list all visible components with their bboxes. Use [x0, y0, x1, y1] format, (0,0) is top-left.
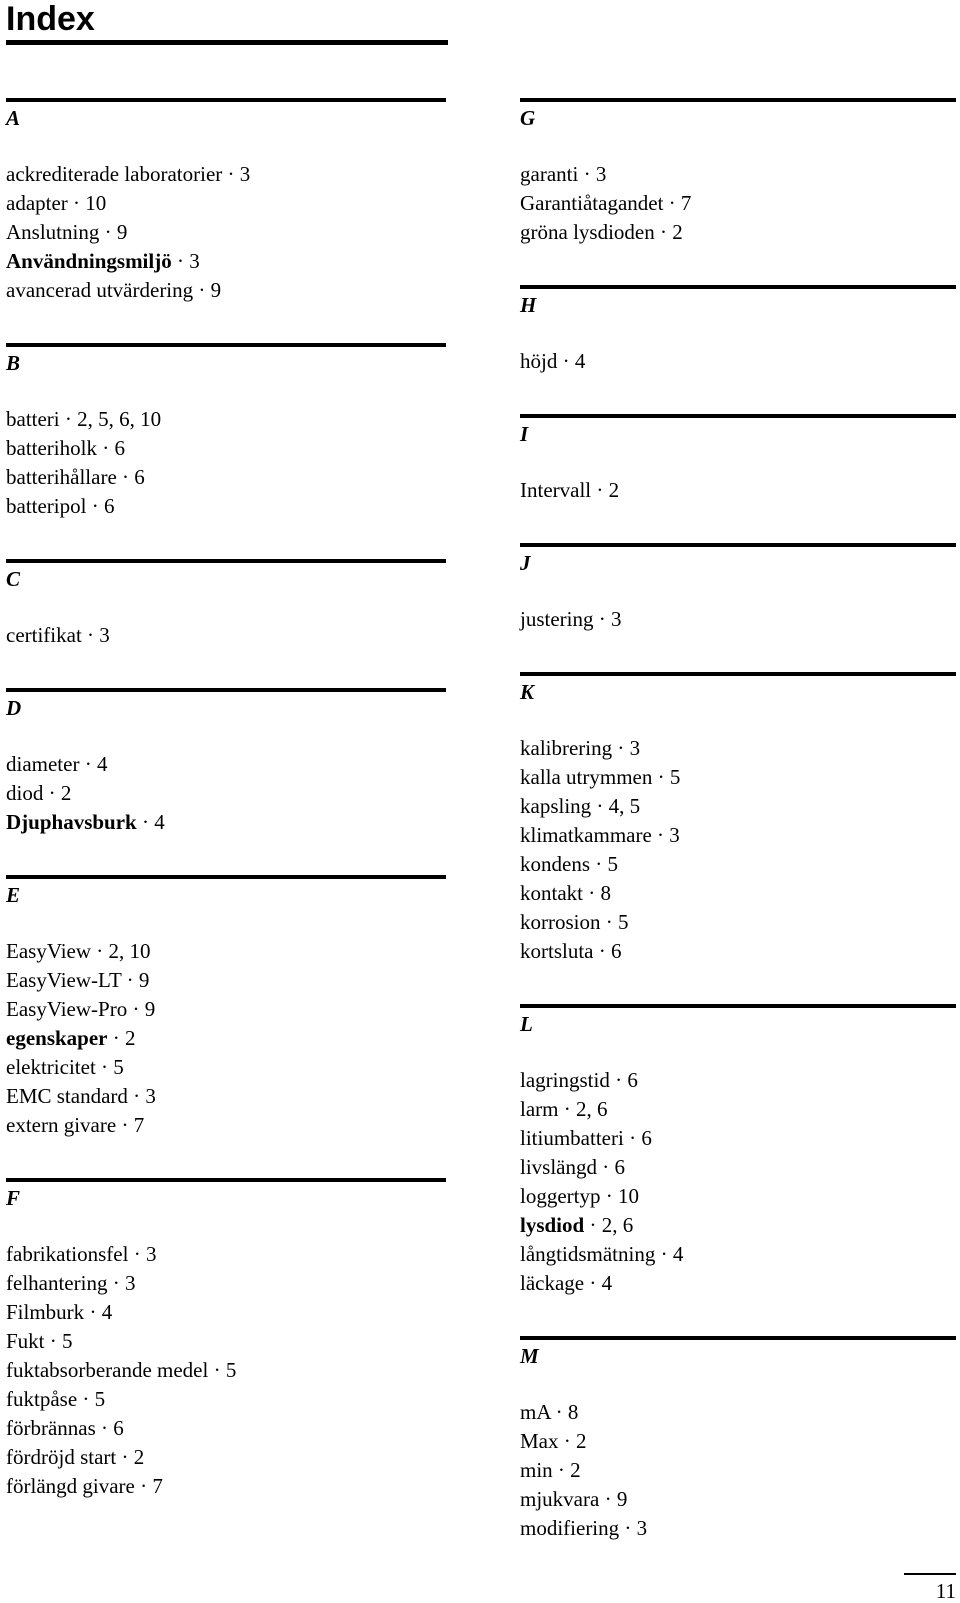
section-rule [6, 875, 446, 879]
entry-term: mA [520, 1400, 551, 1424]
index-entry [520, 1211, 956, 1240]
entry-pages: 4 [96, 752, 108, 776]
entry-term: min [520, 1458, 553, 1482]
entry-pages: 7 [680, 191, 692, 215]
index-entry [520, 1066, 956, 1095]
entry-pages: 3 [145, 1084, 156, 1108]
index-entry [6, 247, 446, 276]
index-entry [520, 1398, 956, 1427]
entry-term: Fukt [6, 1329, 45, 1353]
middot-separator: · [578, 162, 596, 186]
index-entry [520, 792, 956, 821]
entry-pages: 10 [85, 191, 107, 215]
entry-term: kontakt [520, 881, 583, 905]
entry-term: batteri [6, 407, 60, 431]
entry-term: diod [6, 781, 44, 805]
entry-pages: 5 [607, 852, 618, 876]
middot-separator: · [121, 968, 139, 992]
entry-pages: 6 [113, 1416, 124, 1440]
entry-pages: 8 [600, 881, 611, 905]
index-entry [520, 1095, 956, 1124]
entry-pages: 2, 6 [601, 1213, 634, 1237]
entry-list [520, 476, 956, 505]
entry-pages: 6 [134, 465, 145, 489]
index-section-i [520, 414, 956, 505]
entry-term: klimatkammare [520, 823, 652, 847]
index-entry [6, 808, 446, 837]
index-entry [6, 1024, 446, 1053]
entry-pages: 3 [629, 736, 641, 760]
entry-pages: 3 [239, 162, 251, 186]
entry-pages: 2 [672, 220, 683, 244]
middot-separator: · [652, 765, 670, 789]
index-entry [520, 850, 956, 879]
entry-term: felhantering [6, 1271, 108, 1295]
entry-term: ackrediterade laboratorier [6, 162, 223, 186]
middot-separator: · [95, 1416, 114, 1440]
middot-separator: · [136, 810, 155, 834]
entry-list [520, 347, 956, 376]
index-entry [6, 189, 446, 218]
entry-term: mjukvara [520, 1487, 600, 1511]
entry-term: elektricitet [6, 1055, 96, 1079]
middot-separator: · [584, 1271, 602, 1295]
middot-separator: · [558, 1097, 576, 1121]
entry-pages: 3 [595, 162, 607, 186]
index-section-l [520, 1004, 956, 1298]
middot-separator: · [557, 349, 575, 373]
entry-term: fördröjd start [6, 1445, 117, 1469]
index-entry [520, 605, 956, 634]
entry-term: kalibrering [520, 736, 613, 760]
entry-term: egenskaper [6, 1026, 108, 1050]
middot-separator: · [99, 220, 117, 244]
entry-term: fuktpåse [6, 1387, 78, 1411]
index-entry [520, 476, 956, 505]
entry-term: adapter [6, 191, 68, 215]
page-title: Index [6, 0, 95, 38]
section-rule [6, 559, 446, 563]
page-number: 11 [935, 1579, 956, 1603]
index-entry [520, 879, 956, 908]
entry-term: EasyView [6, 939, 92, 963]
section-rule [6, 343, 446, 347]
entry-pages: 4 [574, 349, 586, 373]
entry-term: Anslutning [6, 220, 100, 244]
index-section-m [520, 1336, 956, 1543]
index-entry [6, 1053, 446, 1082]
entry-pages: 5 [618, 910, 629, 934]
middot-separator: · [591, 478, 609, 502]
section-letter: J [520, 551, 531, 575]
entry-pages: 2 [60, 781, 72, 805]
middot-separator: · [208, 1358, 226, 1382]
middot-separator: · [655, 1242, 673, 1266]
index-entry [520, 1514, 956, 1543]
middot-separator: · [584, 1213, 602, 1237]
index-entry [6, 218, 446, 247]
entry-term: Max [520, 1429, 559, 1453]
entry-list [520, 605, 956, 634]
index-entry [6, 966, 446, 995]
entry-pages: 6 [614, 1155, 625, 1179]
index-entry [520, 1124, 956, 1153]
middot-separator: · [107, 1026, 125, 1050]
middot-separator: · [67, 191, 86, 215]
middot-separator: · [81, 623, 100, 647]
entry-pages: 6 [114, 436, 125, 460]
entry-list [6, 621, 446, 650]
entry-pages: 2 [125, 1026, 136, 1050]
middot-separator: · [597, 1155, 615, 1179]
section-rule [520, 98, 956, 102]
index-entry [6, 1472, 446, 1501]
entry-term: kalla utrymmen [520, 765, 653, 789]
section-rule [520, 1004, 956, 1008]
entry-pages: 5 [94, 1387, 106, 1411]
entry-term: garanti [520, 162, 579, 186]
section-rule [520, 1336, 956, 1340]
middot-separator: · [222, 162, 240, 186]
index-entry [520, 1182, 956, 1211]
entry-term: certifikat [6, 623, 82, 647]
index-section-d [6, 688, 446, 837]
entry-term: Intervall [520, 478, 592, 502]
entry-pages: 4 [601, 1271, 613, 1295]
middot-separator: · [558, 1429, 576, 1453]
index-entry [520, 1427, 956, 1456]
middot-separator: · [590, 852, 608, 876]
entry-list [6, 1240, 446, 1501]
entry-list [520, 1398, 956, 1543]
middot-separator: · [171, 249, 190, 273]
page-footer [904, 1573, 956, 1603]
section-rule [520, 672, 956, 676]
section-letter: L [520, 1012, 533, 1036]
entry-term: batterihållare [6, 465, 117, 489]
middot-separator: · [600, 910, 618, 934]
middot-separator: · [116, 1445, 134, 1469]
entry-pages: 9 [138, 968, 150, 992]
section-letter: E [6, 883, 21, 907]
entry-pages: 6 [103, 494, 115, 518]
entry-term: justering [520, 607, 594, 631]
section-letter: G [520, 106, 536, 130]
middot-separator: · [134, 1474, 153, 1498]
middot-separator: · [619, 1516, 637, 1540]
middot-separator: · [91, 939, 109, 963]
entry-pages: 5 [225, 1358, 237, 1382]
entry-pages: 9 [616, 1487, 628, 1511]
entry-term: kapsling [520, 794, 592, 818]
middot-separator: · [116, 465, 135, 489]
middot-separator: · [96, 436, 115, 460]
entry-term: avancerad utvärdering [6, 278, 194, 302]
entry-pages: 3 [99, 623, 110, 647]
entry-pages: 2, 6 [575, 1097, 608, 1121]
entry-pages: 4, 5 [608, 794, 641, 818]
entry-pages: 8 [567, 1400, 579, 1424]
index-section-j [520, 543, 956, 634]
entry-term: kondens [520, 852, 590, 876]
middot-separator: · [193, 278, 211, 302]
entry-pages: 2 [576, 1429, 587, 1453]
entry-pages: 9 [144, 997, 156, 1021]
entry-term: långtidsmätning [520, 1242, 656, 1266]
index-entry [520, 734, 956, 763]
entry-pages: 3 [611, 607, 622, 631]
entry-pages: 2, 5, 6, 10 [77, 407, 162, 431]
entry-pages: 6 [611, 939, 622, 963]
entry-term: Användningsmiljö [6, 249, 172, 273]
entry-pages: 3 [189, 249, 200, 273]
entry-term: EasyView-LT [6, 968, 122, 992]
entry-pages: 4 [101, 1300, 113, 1324]
index-entry [520, 763, 956, 792]
entry-pages: 7 [152, 1474, 163, 1498]
middot-separator: · [654, 220, 673, 244]
index-entry [6, 1327, 446, 1356]
middot-separator: · [552, 1458, 571, 1482]
middot-separator: · [43, 781, 61, 805]
entry-pages: 5 [669, 765, 681, 789]
entry-term: diameter [6, 752, 80, 776]
entry-term: livslängd [520, 1155, 597, 1179]
section-letter: I [520, 422, 529, 446]
entry-pages: 5 [113, 1055, 124, 1079]
index-entry [6, 1082, 446, 1111]
index-header [6, 0, 448, 45]
index-entry [520, 347, 956, 376]
index-entry [520, 937, 956, 966]
entry-pages: 5 [62, 1329, 73, 1353]
section-letter: B [6, 351, 21, 375]
entry-pages: 2, 10 [108, 939, 151, 963]
index-entry [6, 995, 446, 1024]
index-section-k [520, 672, 956, 966]
middot-separator: · [600, 1184, 618, 1208]
entry-pages: 3 [124, 1271, 136, 1295]
entry-term: höjd [520, 349, 558, 373]
entry-list [520, 1066, 956, 1298]
section-letter: K [520, 680, 535, 704]
entry-term: fuktabsorberande medel [6, 1358, 209, 1382]
middot-separator: · [609, 1068, 628, 1092]
index-entry [6, 1269, 446, 1298]
index-entry [6, 1298, 446, 1327]
entry-list [520, 734, 956, 966]
middot-separator: · [591, 794, 609, 818]
middot-separator: · [583, 881, 601, 905]
entry-pages: 10 [617, 1184, 639, 1208]
middot-separator: · [128, 1242, 146, 1266]
section-letter: C [6, 567, 21, 591]
middot-separator: · [127, 997, 145, 1021]
index-section-c [6, 559, 446, 650]
section-letter: M [520, 1344, 539, 1368]
entry-term: larm [520, 1097, 559, 1121]
index-section-h [520, 285, 956, 376]
middot-separator: · [95, 1055, 114, 1079]
entry-term: extern givare [6, 1113, 117, 1137]
entry-list [6, 937, 446, 1140]
index-entry [6, 276, 446, 305]
index-section-a [6, 98, 446, 305]
middot-separator: · [86, 494, 104, 518]
index-entry [6, 434, 446, 463]
middot-separator: · [550, 1400, 568, 1424]
index-entry [6, 463, 446, 492]
section-letter: H [520, 293, 537, 317]
entry-term: litiumbatteri [520, 1126, 624, 1150]
entry-term: förlängd givare [6, 1474, 135, 1498]
index-entry [6, 1356, 446, 1385]
index-entry [520, 160, 956, 189]
entry-term: lysdiod [520, 1213, 585, 1237]
index-column-left [6, 98, 446, 1539]
index-entry [6, 405, 446, 434]
entry-pages: 4 [672, 1242, 684, 1266]
index-entry [6, 1443, 446, 1472]
index-entry [520, 1456, 956, 1485]
section-letter: F [6, 1186, 21, 1210]
entry-term: Djuphavsburk [6, 810, 137, 834]
entry-pages: 2 [570, 1458, 581, 1482]
section-rule [6, 98, 446, 102]
entry-pages: 9 [210, 278, 222, 302]
entry-pages: 3 [636, 1516, 648, 1540]
entry-pages: 2 [133, 1445, 145, 1469]
index-entry [520, 1153, 956, 1182]
entry-pages: 3 [145, 1242, 157, 1266]
title-rule [6, 40, 448, 45]
index-entry [6, 1111, 446, 1140]
entry-term: loggertyp [520, 1184, 601, 1208]
entry-term: batteriholk [6, 436, 97, 460]
middot-separator: · [107, 1271, 125, 1295]
index-entry [6, 779, 446, 808]
entry-term: modifiering [520, 1516, 620, 1540]
entry-term: förbrännas [6, 1416, 96, 1440]
middot-separator: · [127, 1084, 146, 1108]
index-column-right [520, 98, 956, 1581]
entry-term: batteripol [6, 494, 87, 518]
middot-separator: · [116, 1113, 134, 1137]
index-section-b [6, 343, 446, 521]
section-letter: A [6, 106, 21, 130]
entry-pages: 4 [154, 810, 165, 834]
section-rule [520, 414, 956, 418]
index-entry [520, 218, 956, 247]
entry-term: kortsluta [520, 939, 594, 963]
index-entry [6, 621, 446, 650]
entry-term: EasyView-Pro [6, 997, 128, 1021]
middot-separator: · [623, 1126, 642, 1150]
index-entry [520, 189, 956, 218]
middot-separator: · [651, 823, 670, 847]
entry-pages: 6 [627, 1068, 638, 1092]
entry-term: läckage [520, 1271, 585, 1295]
entry-list [6, 160, 446, 305]
entry-list [6, 405, 446, 521]
entry-list [520, 160, 956, 247]
entry-term: lagringstid [520, 1068, 610, 1092]
index-entry [6, 1385, 446, 1414]
entry-pages: 6 [641, 1126, 652, 1150]
section-rule [6, 688, 446, 692]
entry-pages: 3 [669, 823, 680, 847]
entry-pages: 2 [608, 478, 620, 502]
index-entry [520, 908, 956, 937]
index-section-f [6, 1178, 446, 1501]
section-rule [520, 543, 956, 547]
entry-term: EMC standard [6, 1084, 128, 1108]
index-entry [520, 1269, 956, 1298]
index-section-e [6, 875, 446, 1140]
middot-separator: · [599, 1487, 617, 1511]
section-rule [6, 1178, 446, 1182]
middot-separator: · [77, 1387, 95, 1411]
index-entry [6, 750, 446, 779]
middot-separator: · [44, 1329, 63, 1353]
middot-separator: · [593, 607, 611, 631]
entry-term: korrosion [520, 910, 601, 934]
index-entry [520, 1485, 956, 1514]
middot-separator: · [593, 939, 611, 963]
entry-term: fabrikationsfel [6, 1242, 129, 1266]
middot-separator: · [612, 736, 630, 760]
index-section-g [520, 98, 956, 247]
entry-term: gröna lysdioden [520, 220, 655, 244]
middot-separator: · [79, 752, 97, 776]
middot-separator: · [84, 1300, 102, 1324]
entry-pages: 7 [133, 1113, 145, 1137]
index-entry [6, 1240, 446, 1269]
index-entry [6, 160, 446, 189]
index-entry [6, 937, 446, 966]
section-letter: D [6, 696, 22, 720]
entry-term: Filmburk [6, 1300, 85, 1324]
index-entry [6, 1414, 446, 1443]
footer-rule [904, 1573, 956, 1575]
middot-separator: · [663, 191, 681, 215]
entry-list [6, 750, 446, 837]
index-entry [520, 1240, 956, 1269]
middot-separator: · [59, 407, 78, 431]
section-rule [520, 285, 956, 289]
entry-term: Garantiåtagandet [520, 191, 664, 215]
entry-pages: 9 [116, 220, 128, 244]
index-entry [6, 492, 446, 521]
index-entry [520, 821, 956, 850]
